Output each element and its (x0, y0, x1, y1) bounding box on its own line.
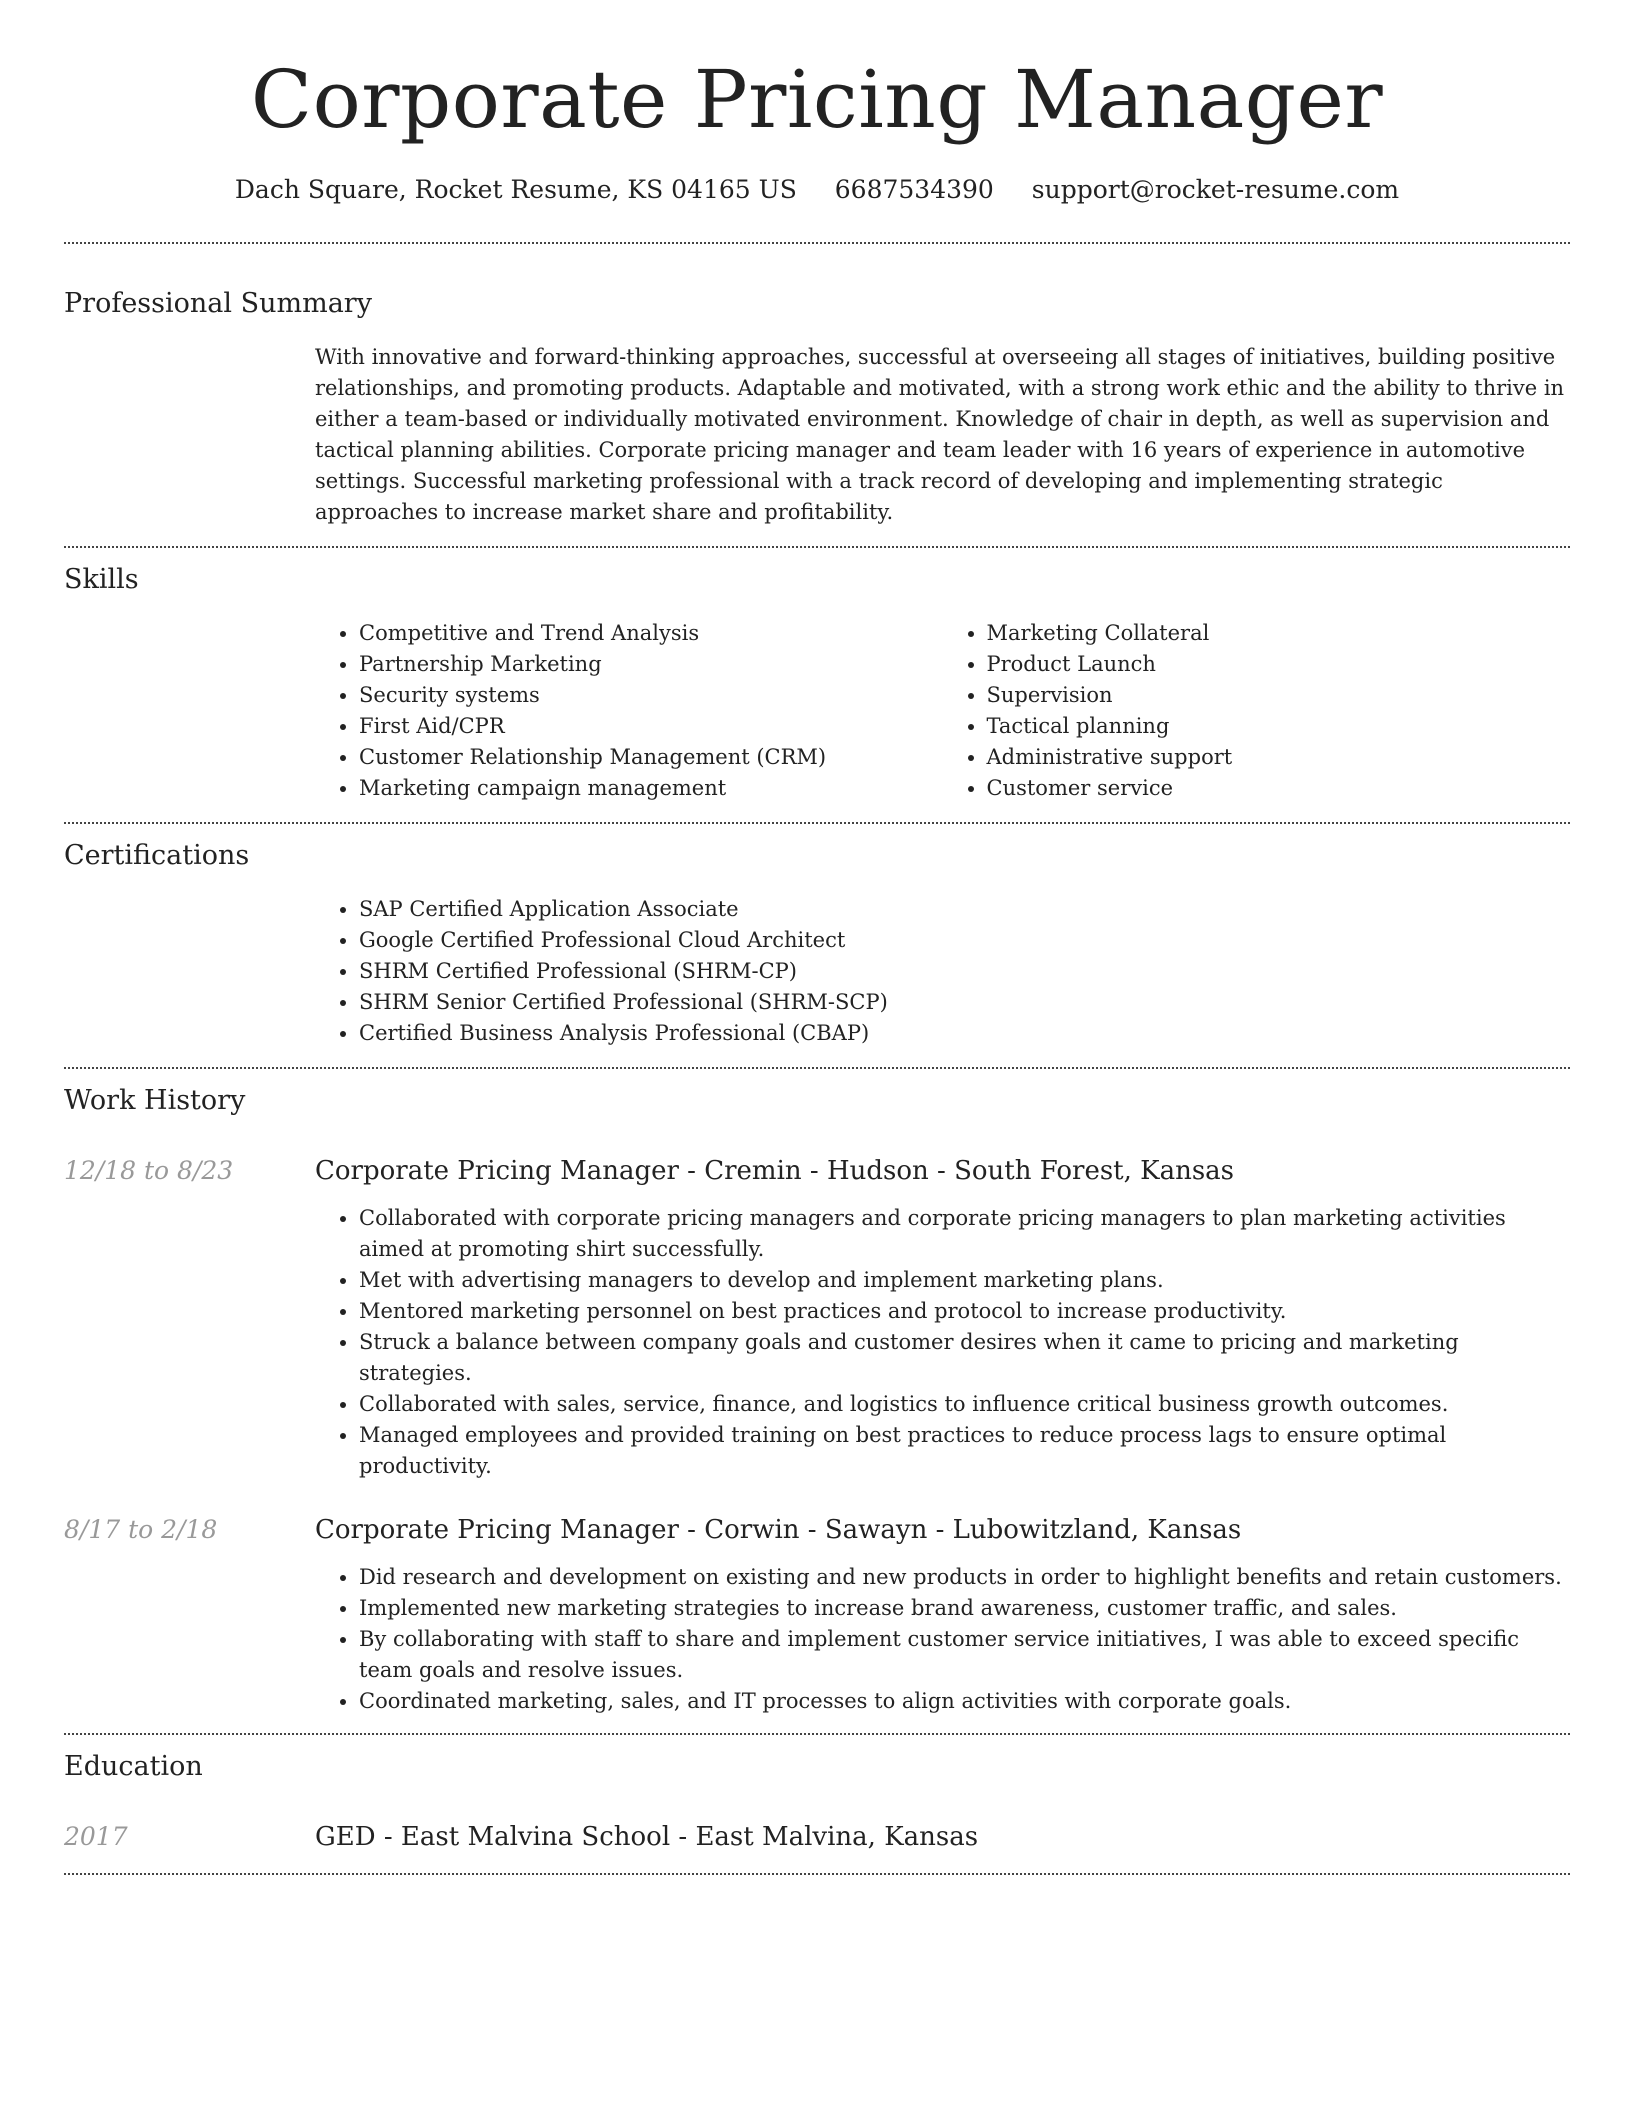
job-details-list (315, 1562, 1570, 1717)
skill-item: • Tactical planning (987, 711, 1571, 742)
contact-phone: 6687534390 (834, 175, 994, 204)
job-date: 12/18 to 8/23 (64, 1156, 234, 1185)
section-title-education: Education (64, 1751, 203, 1782)
job-detail-item: • Mentored marketing personnel on best practices and protocol to increase productivity. (359, 1296, 1570, 1327)
job-detail-item: • Implemented new marketing strategies to increase brand awareness, customer traffic, and sales. (359, 1593, 1570, 1624)
divider (64, 242, 1570, 244)
job-detail-item: • By collaborating with staff to share and implement customer service initiatives, I was able to exceed specific team goals and resolve issues. (359, 1624, 1570, 1686)
skill-item: • First Aid/CPR (359, 711, 943, 742)
divider (64, 1733, 1570, 1735)
contact-line (64, 172, 1570, 208)
skill-item: • Marketing campaign management (359, 773, 943, 804)
certification-item: • SHRM Certified Professional (SHRM-CP) (359, 956, 1570, 987)
skill-item: • Administrative support (987, 742, 1571, 773)
job-detail-item: • Collaborated with corporate pricing managers and corporate pricing managers to plan marketing activities aimed at promoting shirt successfully. (359, 1203, 1570, 1265)
contact-email: support@rocket-resume.com (1031, 175, 1400, 204)
divider (64, 546, 1570, 548)
skill-item: • Product Launch (987, 649, 1571, 680)
job-details-list (315, 1203, 1570, 1482)
skill-item: • Customer service (987, 773, 1571, 804)
job-entry (64, 1512, 1570, 1717)
job-detail-item: • Collaborated with sales, service, finance, and logistics to influence critical business growth outcomes. (359, 1389, 1570, 1420)
job-detail-item: • Coordinated marketing, sales, and IT processes to align activities with corporate goals. (359, 1686, 1570, 1717)
resume-page (64, 0, 1570, 1875)
education-title: GED - East Malvina School - East Malvina, Kansas (315, 1822, 979, 1852)
job-detail-item: • Met with advertising managers to develop and implement marketing plans. (359, 1265, 1570, 1296)
job-detail-item: • Managed employees and provided training on best practices to reduce process lags to ensure optimal productivity. (359, 1420, 1570, 1482)
skills-columns (315, 618, 1570, 822)
section-title-work-history: Work History (64, 1085, 246, 1116)
job-entry (64, 1153, 1570, 1482)
certification-item: • SAP Certified Application Associate (359, 894, 1570, 925)
divider (64, 1873, 1570, 1875)
certifications-list (315, 894, 1570, 1049)
skill-item: • Marketing Collateral (987, 618, 1571, 649)
certification-item: • SHRM Senior Certified Professional (SHRM-SCP) (359, 987, 1570, 1018)
education-date: 2017 (64, 1822, 128, 1851)
skill-item: • Security systems (359, 680, 943, 711)
certifications-section (64, 836, 1570, 1067)
skill-item: • Partnership Marketing (359, 649, 943, 680)
skill-item: • Customer Relationship Management (CRM) (359, 742, 943, 773)
job-details (315, 1562, 1570, 1717)
education-entry (64, 1819, 1570, 1873)
section-title-summary: Professional Summary (64, 288, 372, 319)
candidate-name: Corporate Pricing Manager (250, 53, 1384, 146)
skills-list-right (943, 618, 1571, 804)
section-title-skills: Skills (64, 564, 139, 595)
job-detail-item: • Struck a balance between company goals and customer desires when it came to pricing and marketing strategies. (359, 1327, 1570, 1389)
certification-item: • Certified Business Analysis Professional (CBAP) (359, 1018, 1570, 1049)
certifications-body (315, 894, 1570, 1067)
summary-section (64, 284, 1570, 546)
divider (64, 1067, 1570, 1069)
skill-item: • Competitive and Trend Analysis (359, 618, 943, 649)
contact-address: Dach Square, Rocket Resume, KS 04165 US (234, 175, 797, 204)
job-detail-item: • Did research and development on existing and new products in order to highlight benefits and retain customers. (359, 1562, 1570, 1593)
job-details (315, 1203, 1570, 1482)
skills-list-left (315, 618, 943, 804)
summary-text: With innovative and forward-thinking approaches, successful at overseeing all stages of initiatives, building positive relationships, and promoting products. Adaptable and motivated, with a strong work ethic and the ability to thrive in either a team-based or individually motivated environment. Knowledge of chair in depth, as well as supervision and tactical planning abilities. Corporate pricing manager and team leader with 16 years of experience in automotive settings. Successful marketing professional with a track record of developing and implementing strategic approaches to increase market share and profitability. (315, 345, 1565, 524)
section-title-certifications: Certifications (64, 840, 250, 871)
divider (64, 822, 1570, 824)
certification-item: • Google Certified Professional Cloud Architect (359, 925, 1570, 956)
skill-item: • Supervision (987, 680, 1571, 711)
skills-section (64, 560, 1570, 822)
work-history-section (64, 1081, 1570, 1733)
education-section (64, 1747, 1570, 1873)
job-title: Corporate Pricing Manager - Corwin - Sawayn - Lubowitzland, Kansas (315, 1515, 1242, 1545)
job-date: 8/17 to 2/18 (64, 1515, 218, 1544)
job-title: Corporate Pricing Manager - Cremin - Hudson - South Forest, Kansas (315, 1156, 1235, 1186)
